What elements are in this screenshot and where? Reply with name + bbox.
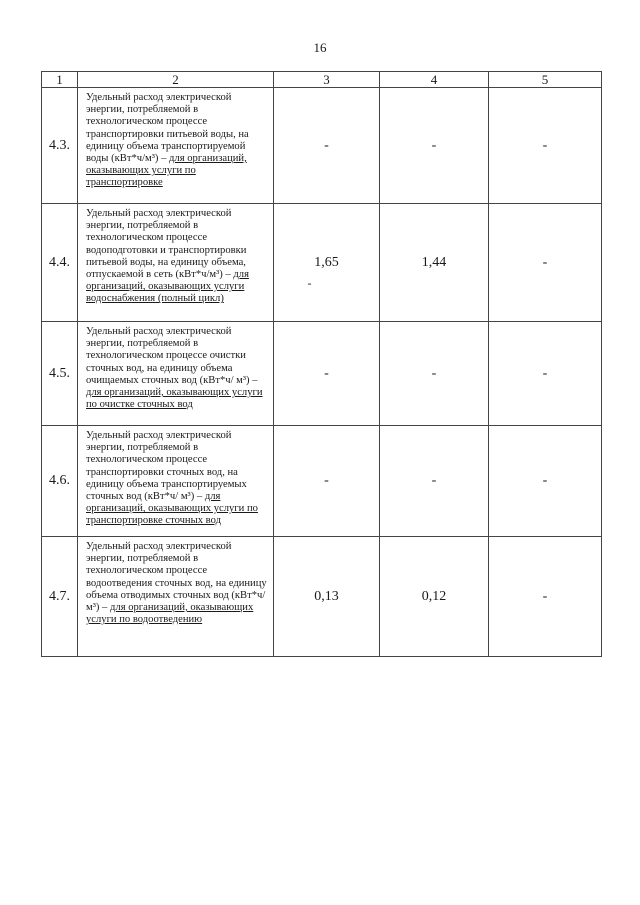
table-row <box>42 204 602 322</box>
value-col3: - <box>274 88 380 204</box>
description-underlined-text: для организаций, оказывающих услуги по транспортировке <box>86 153 247 189</box>
row-number: 4.4. <box>42 204 78 322</box>
indicators-table <box>41 71 602 657</box>
row-number: 4.5. <box>42 322 78 426</box>
value-col4: - <box>380 88 489 204</box>
header-cell-1: 1 <box>42 72 78 88</box>
value-col4: - <box>380 426 489 537</box>
row-description <box>78 322 274 426</box>
row-number: 4.3. <box>42 88 78 204</box>
table-row <box>42 88 602 204</box>
description-underlined-text: для организаций, оказывающих услуги по транспортировке сточных вод <box>86 491 258 527</box>
value-col4: - <box>380 322 489 426</box>
row-description <box>78 426 274 537</box>
value-col4: 0,12 <box>380 537 489 657</box>
table-row <box>42 537 602 657</box>
row-number: 4.7. <box>42 537 78 657</box>
description-text: Удельный расход электрической энергии, потребляемой в технологическом процессе водоподготовки и транспортировки питьевой воды, на единицу объема, отпускаемой в сеть (кВт*ч/м³) – <box>86 208 247 281</box>
value-col3-number: 1,65 <box>314 254 339 270</box>
value-col3 <box>274 204 380 322</box>
description-text: Удельный расход электрической энергии, потребляемой в технологическом процессе очистки сточных вод, на единицу объема очищаемых сточных вод (кВт*ч/ м³) – <box>86 326 258 386</box>
row-description <box>78 88 274 204</box>
value-col5: - <box>489 426 602 537</box>
header-cell-3: 3 <box>274 72 380 88</box>
description-text: Удельный расход электрической энергии, потребляемой в технологическом процессе транспортировки сточных вод, на единицу объема транспортируемых сточных вод (кВт*ч/ м³) – <box>86 430 247 503</box>
value-col5: - <box>489 204 602 322</box>
description-text: Удельный расход электрической энергии, потребляемой в технологическом процессе транспортировки питьевой воды, на единицу объема транспортируемой воды (кВт*ч/м³) – <box>86 92 249 165</box>
value-col3-mark: - <box>307 276 312 290</box>
value-col5: - <box>489 88 602 204</box>
value-col4: 1,44 <box>380 204 489 322</box>
table-row <box>42 426 602 537</box>
value-col3: - <box>274 322 380 426</box>
page-number: 16 <box>313 40 327 55</box>
row-number: 4.6. <box>42 426 78 537</box>
header-cell-5: 5 <box>489 72 602 88</box>
row-description <box>78 204 274 322</box>
description-underlined-text: для организаций, оказывающих услуги по водоотведению <box>86 602 254 626</box>
description-underlined-text: для организаций, оказывающих услуги по очистке сточных вод <box>86 387 263 411</box>
header-cell-2: 2 <box>78 72 274 88</box>
value-col5: - <box>489 322 602 426</box>
value-col3: 0,13 <box>274 537 380 657</box>
description-underlined-text: для организаций, оказывающих услуги водоснабжения (полный цикл) <box>86 269 249 305</box>
row-description <box>78 537 274 657</box>
description-text: Удельный расход электрической энергии, потребляемой в технологическом процессе водоотведения сточных вод, на единицу объема отводимых сточных вод (кВт*ч/ м³) – <box>86 541 267 614</box>
value-col3: - <box>274 426 380 537</box>
value-col5: - <box>489 537 602 657</box>
header-row <box>42 72 602 88</box>
header-cell-4: 4 <box>380 72 489 88</box>
table-row <box>42 322 602 426</box>
